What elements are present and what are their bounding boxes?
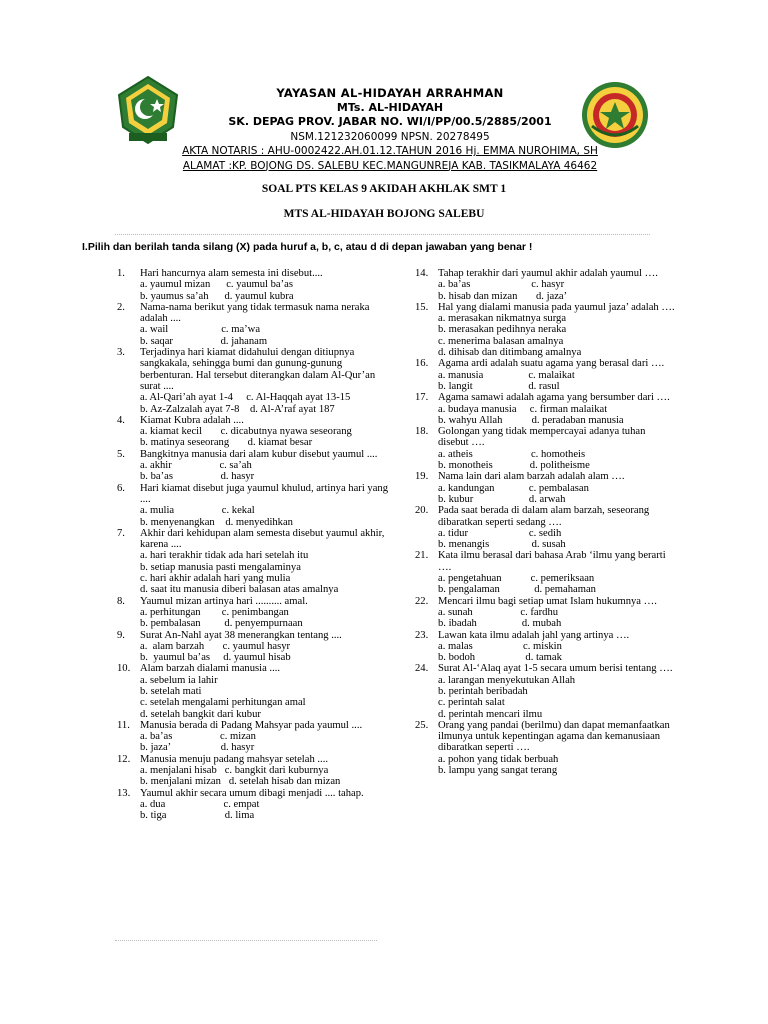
answer-option: b. merasakan pedihnya neraka [438,324,567,336]
answer-option: b. ibadah d. mubah [438,618,562,630]
question-item [415,471,675,482]
question-item [415,358,675,369]
answer-option: d. saat itu manusia diberi balasan atas amalnya [140,584,339,596]
answer-option: a. wail c. ma’wa [140,324,261,336]
school-emblem-left-icon [115,75,181,145]
question-number: 24. [415,663,429,675]
question-text: Tahap terakhir dari yaumul akhir adalah yaumul …. [438,268,658,279]
question-number: 17. [415,392,429,404]
question-item [415,268,675,279]
exam-title: SOAL PTS KELAS 9 AKIDAH AKHLAK SMT 1 [261,183,507,195]
question-text: Manusia berada di Padang Mahsyar pada yaumul .... [140,719,363,731]
answer-option: a. mulia c. kekal [140,505,255,517]
answer-option: a. akhir c. sa’ah [140,460,252,472]
questions-left-column [117,268,389,822]
question-item [117,720,389,731]
answer-option: b. langit d. rasul [438,380,560,392]
question-item [415,505,675,528]
answer-option: a. sunah c. fardhu [438,606,559,618]
question-number: 15. [415,301,429,313]
question-item [415,596,675,607]
question-number: 7. [117,527,125,539]
answer-option: c. menerima balasan amalnya [438,335,564,347]
question-number: 2. [117,301,125,313]
question-text: Agama samawi adalah agama yang bersumber dari …. [438,392,670,404]
answer-option: a. merasakan nikmatnya surga [438,313,567,325]
question-item [117,630,389,641]
answer-option: a. hari terakhir tidak ada hari setelah itu [140,550,309,562]
question-text: Kata ilmu berasal dari bahasa Arab ‘ilmu yang berarti …. [438,550,666,573]
question-item [117,528,389,551]
question-text: Agama ardi adalah suatu agama yang berasal dari …. [438,358,665,370]
question-number: 20. [415,505,429,517]
question-item [415,392,675,403]
answer-option: a. atheis c. homotheis [438,448,586,460]
answer-option: a. perhitungan c. penimbangan [140,606,289,618]
answer-option: b. Az-Zalzalah ayat 7-8 d. Al-A’raf ayat 187 [140,403,335,415]
question-text: Kiamat Kubra adalah .... [140,414,244,426]
school-name: MTs. AL-HIDAYAH [336,100,444,114]
school-address: ALAMAT :KP. BOJONG DS. SALEBU KEC.MANGUNREJA KAB. TASIKMALAYA 46462 [182,159,598,172]
answer-option: b. menyenangkan d. menyedihkan [140,516,293,528]
answer-option: b. matinya seseorang d. kiamat besar [140,437,313,449]
question-number: 10. [117,663,131,675]
question-number: 23. [415,629,429,641]
question-item [117,302,389,325]
answer-option: b. jaza’ d. hasyr [140,742,255,754]
answer-option: b. saqar d. jahanam [140,335,268,347]
answer-option: b. yaumul ba’as d. yaumul hisab [140,652,291,664]
question-item [415,663,675,674]
question-text: Surat Al-‘Alaq ayat 1-5 secara umum berisi tentang …. [438,663,673,675]
question-text: Nama lain dari alam barzah adalah alam …. [438,471,625,483]
question-text: Manusia menuju padang mahsyar setelah .... [140,753,328,765]
question-item [117,347,389,392]
answer-option: a. budaya manusia c. firman malaikat [438,403,608,415]
question-text: Surat An-Nahl ayat 38 menerangkan tentang .... [140,629,342,641]
question-text: Mencari ilmu bagi setiap umat Islam hukumnya …. [438,595,657,607]
question-number: 4. [117,414,125,426]
answer-option: b. pengalaman d. pemahaman [438,584,596,596]
answer-option: c. hari akhir adalah hari yang mulia [140,573,291,585]
question-text: Yaumul akhir secara umum dibagi menjadi .... tahap. [140,787,364,799]
question-number: 18. [415,426,429,438]
answer-option: b. pembalasan d. penyempurnaan [140,618,303,630]
question-text: Pada saat berada di dalam alam barzah, seseorang dibaratkan seperti sedang …. [438,505,650,528]
answer-option: d. perintah mencari ilmu [438,708,543,720]
question-item [117,449,389,460]
question-item [415,426,675,449]
question-number: 19. [415,471,429,483]
answer-option: a. menjalani hisab c. bangkit dari kuburnya [140,765,329,777]
question-text: Hari kiamat disebut juga yaumul khulud, artinya hari yang .... [140,482,389,505]
question-number: 9. [117,629,125,641]
question-text: Akhir dari kehidupan alam semesta disebut yaumul akhir, karena .... [140,527,385,551]
answer-option: a. pengetahuan c. pemeriksaan [438,573,595,585]
answer-option: a. alam barzah c. yaumul hasyr [140,640,291,652]
question-text: Terjadinya hari kiamat didahului dengan ditiupnya sangkakala, sehingga bumi dan gunung-gunung berbenturan. Hal tersebut diterangkan dalam Al-Qur’an surat .... [140,347,376,392]
answer-option: a. pohon yang tidak berbuah [438,753,559,765]
letterhead-text [180,86,600,173]
question-number: 1. [117,268,125,279]
question-item [117,663,389,674]
question-text: Golongan yang tidak mempercayai adanya tuhan disebut …. [438,426,646,449]
foundation-name: YAYASAN AL-HIDAYAH ARRAHMAN [276,86,504,100]
answer-option: c. setelah mengalami perhitungan amal [140,697,306,709]
answer-option: b. ba’as d. hasyr [140,471,255,483]
answer-option: d. setelah bangkit dari kubur [140,708,261,720]
question-number: 25. [415,719,429,731]
answer-option: b. hisab dan mizan d. jaza’ [438,290,568,302]
answer-option: a. kandungan c. pembalasan [438,482,589,494]
answer-option: a. kiamat kecil c. dicabutnya nyawa seseorang [140,426,352,438]
question-text: Yaumul mizan artinya hari .......... amal. [140,595,308,607]
question-number: 12. [117,753,131,765]
answer-option: b. wahyu Allah d. peradaban manusia [438,414,624,426]
question-number: 3. [117,347,125,359]
question-item [117,788,389,799]
school-id-numbers: NSM.121232060099 NPSN. 20278495 [290,130,490,143]
question-item [117,754,389,765]
answer-option: a. sebelum ia lahir [140,674,218,686]
question-text: Bangkitnya manusia dari alam kubur disebut yaumul .... [140,448,378,460]
answer-option: b. monotheis d. politheisme [438,460,590,472]
question-number: 8. [117,595,125,607]
question-text: Alam barzah dialami manusia .... [140,663,281,675]
answer-option: a. manusia c. malaikat [438,369,575,381]
answer-option: c. perintah salat [438,697,505,709]
answer-option: a. dua c. empat [140,798,260,810]
answer-option: b. setelah mati [140,685,202,697]
answer-option: a. tidur c. sedih [438,527,562,539]
question-text: Nama-nama berikut yang tidak termasuk nama neraka adalah .... [140,301,370,325]
question-item [415,302,675,313]
answer-option: a. larangan menyekutukan Allah [438,674,576,686]
question-number: 21. [415,550,429,562]
question-item [415,550,675,573]
answer-option: b. menjalani mizan d. setelah hisab dan mizan [140,776,341,788]
question-number: 11. [117,719,130,731]
answer-option: a. yaumul mizan c. yaumul ba’as [140,279,293,291]
answer-option: a. ba’as c. mizan [140,731,256,743]
question-text: Hari hancurnya alam semesta ini disebut.... [140,268,323,279]
answer-option: a. Al-Qari’ah ayat 1-4 c. Al-Haqqah ayat 13-15 [140,392,351,404]
question-text: Hal yang dialami manusia pada yaumul jaza’ adalah …. [438,301,675,313]
notary-deed: AKTA NOTARIS : AHU-0002422.AH.01.12.TAHUN 2016 Hj. EMMA NUROHIMA, SH [182,145,598,157]
answer-option: b. setiap manusia pasti mengalaminya [140,561,301,573]
answer-option: b. kubur d. arwah [438,493,566,505]
question-text: Lawan kata ilmu adalah jahl yang artinya …. [438,629,630,641]
divider [115,234,650,235]
answer-option: b. perintah beribadah [438,685,528,697]
exam-subtitle: MTS AL-HIDAYAH BOJONG SALEBU [283,208,485,220]
answer-option: b. lampu yang sangat terang [438,765,558,777]
question-number: 6. [117,482,125,494]
question-number: 14. [415,268,429,279]
letterhead [0,0,768,180]
answer-option: a. ba’as c. hasyr [438,279,565,291]
answer-option: b. yaumus sa’ah d. yaumul kubra [140,290,294,302]
divider [115,940,377,941]
answer-option: a. malas c. miskin [438,640,562,652]
question-number: 13. [117,787,131,799]
question-number: 22. [415,595,429,607]
question-text: Orang yang pandai (berilmu) dan dapat memanfaatkan ilmunya untuk kepentingan agama dan kemanusiaan dibaratkan seperti …. [438,719,670,754]
answer-option: b. menangis d. susah [438,539,566,551]
question-item [117,268,389,279]
question-item [415,720,675,754]
questions-right-column [415,268,675,776]
question-item [117,596,389,607]
question-number: 5. [117,448,125,460]
question-item [117,415,389,426]
question-item [117,483,389,506]
answer-option: b. bodoh d. tamak [438,652,562,664]
question-item [415,630,675,641]
answer-option: b. tiga d. lima [140,810,255,822]
instruction: I.Pilih dan berilah tanda silang (X) pada huruf a, b, c, atau d di depan jawaban yang benar ! [82,241,533,253]
decree-number: SK. DEPAG PROV. JABAR NO. WI/I/PP/00.5/2885/2001 [228,115,552,128]
question-number: 16. [415,358,429,370]
answer-option: d. dihisab dan ditimbang amalnya [438,347,582,359]
